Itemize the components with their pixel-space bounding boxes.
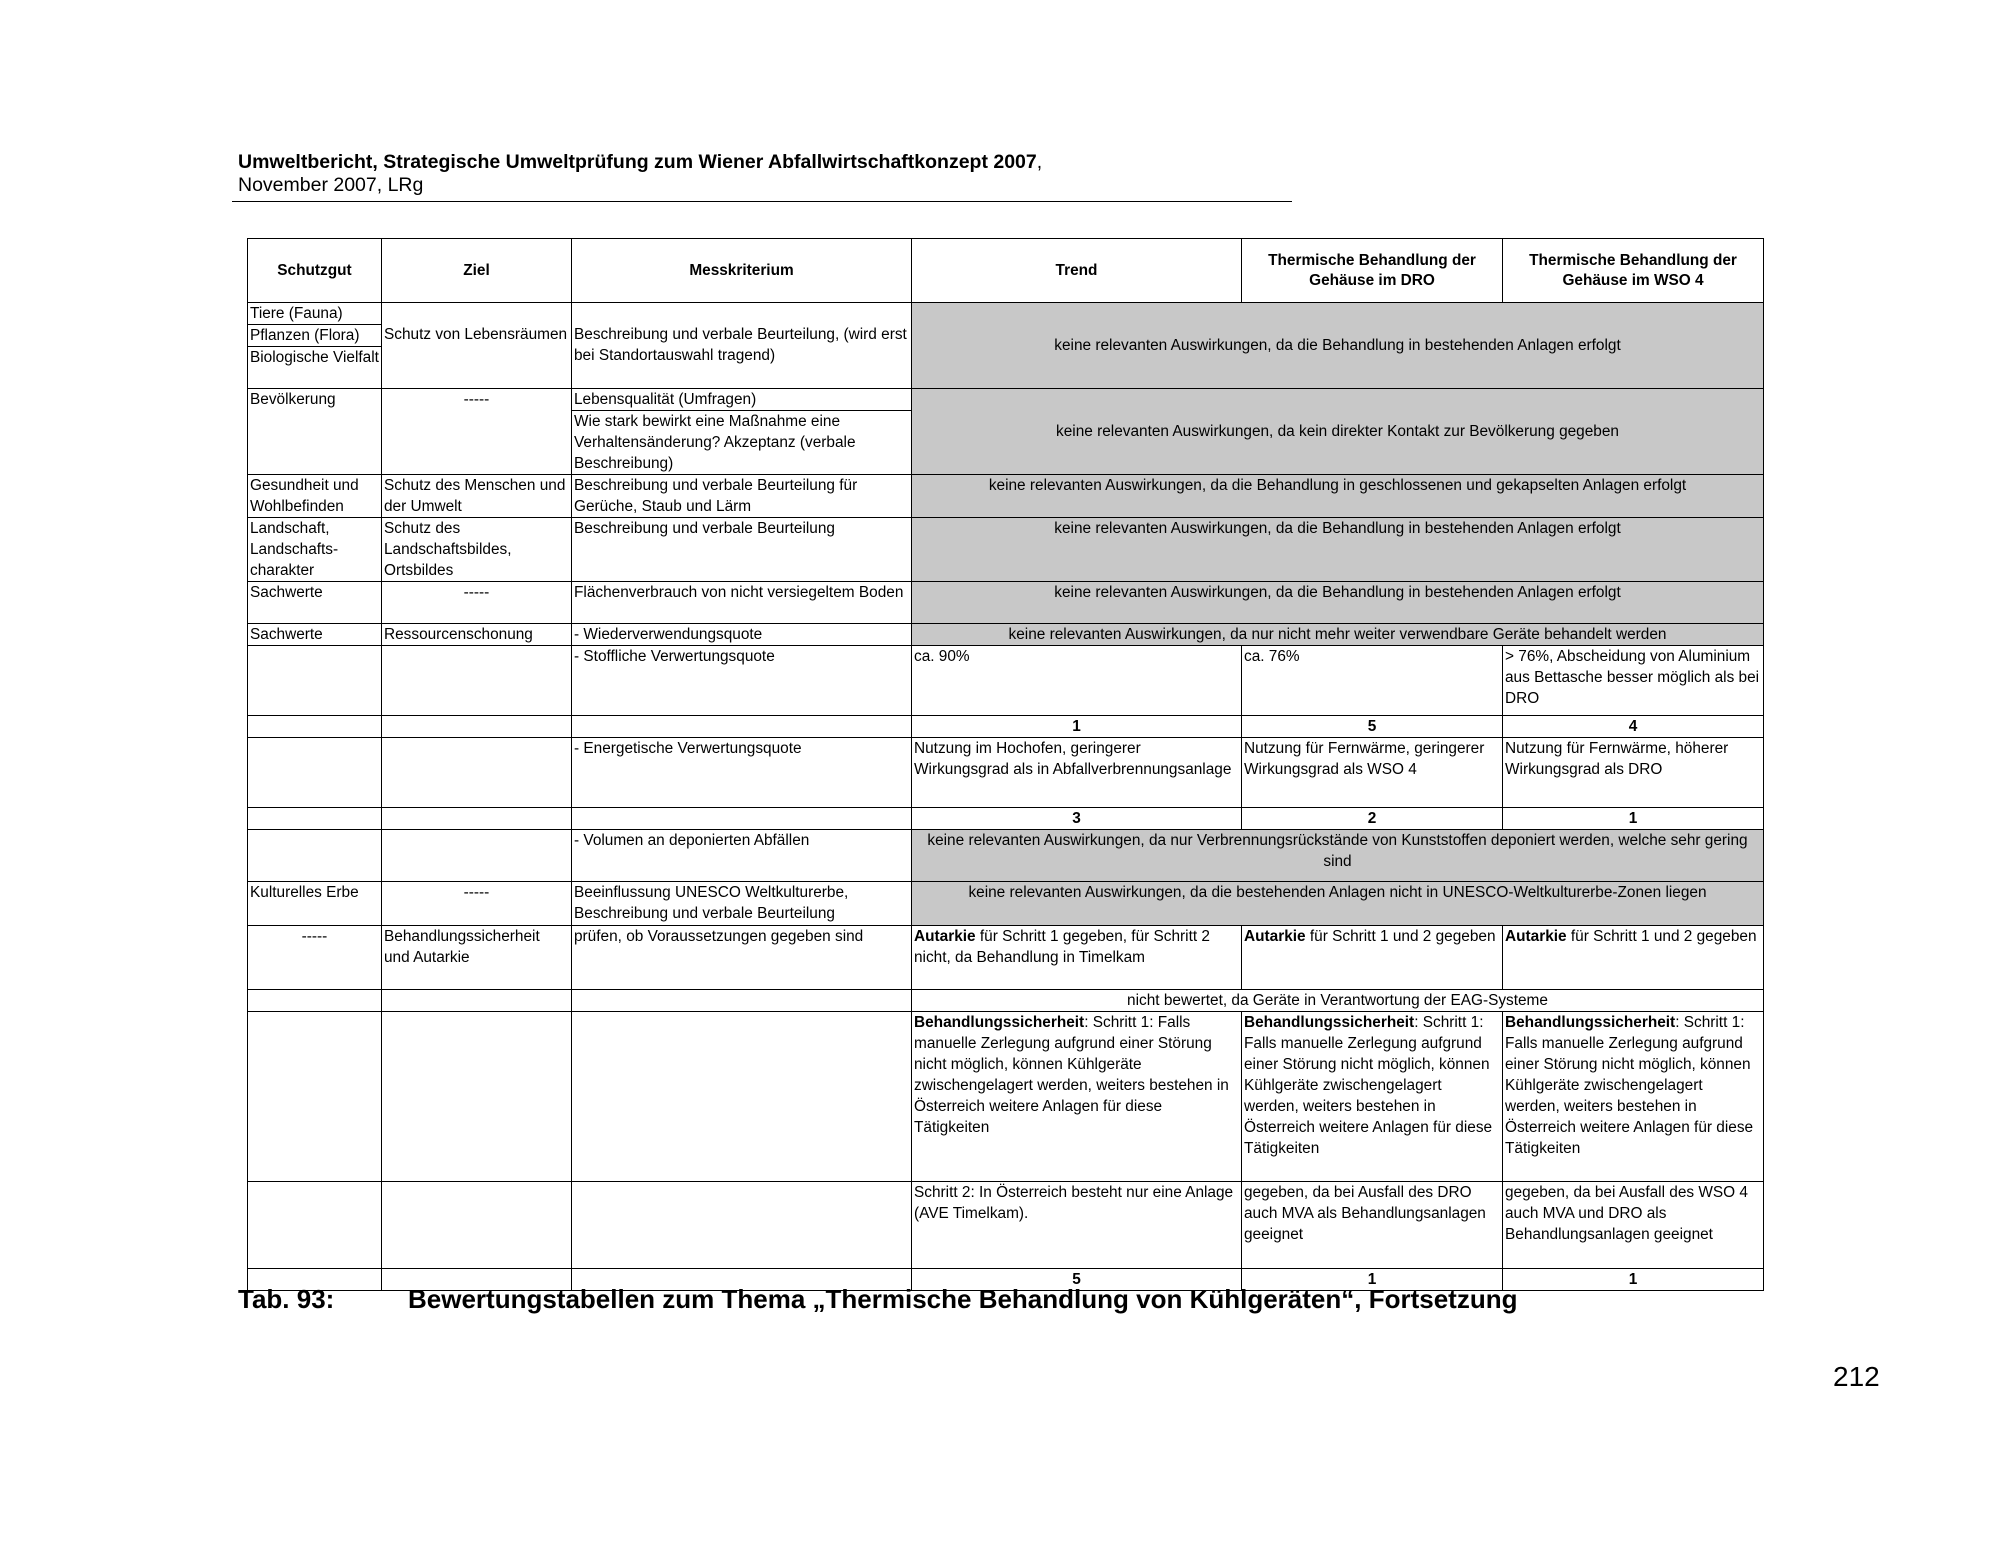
- merged-note-cell: nicht bewertet, da Geräte in Verantwortung der EAG-Systeme: [912, 990, 1764, 1012]
- trend-cell: Behandlungssicherheit: Schritt 1: Falls manuelle Zerlegung aufgrund einer Störung nicht möglich, können Kühlgeräte zwischengelagert werden, weiters bestehen in Österreich weitere Anlagen für diese Tätigkeiten: [912, 1012, 1242, 1182]
- table-row: [248, 1182, 1764, 1269]
- trend-cell: ca. 90%: [912, 646, 1242, 716]
- empty-cell: [572, 1012, 912, 1182]
- messkriterium-cell: Beschreibung und verbale Beurteilung: [572, 518, 912, 582]
- ziel-cell: -----: [382, 582, 572, 624]
- messkriterium-cell: Beschreibung und verbale Beurteilung, (wird erst bei Standortauswahl tragend): [572, 303, 912, 389]
- table-row: [248, 646, 1764, 716]
- ziel-cell: Behandlungssicherheit und Autarkie: [382, 926, 572, 990]
- column-header-messkriterium: Messkriterium: [572, 239, 912, 303]
- empty-cell: [382, 990, 572, 1012]
- messkriterium-cell: Beschreibung und verbale Beurteilung für Gerüche, Staub und Lärm: [572, 475, 912, 518]
- empty-cell: [382, 646, 572, 716]
- schutzgut-cell: Biologische Vielfalt: [248, 347, 382, 389]
- merged-result-cell: keine relevanten Auswirkungen, da die bestehenden Anlagen nicht in UNESCO-Weltkulturerbe-Zonen liegen: [912, 882, 1764, 926]
- page-number: 212: [1833, 1361, 1880, 1392]
- merged-result-cell: keine relevanten Auswirkungen, da nur Verbrennungsrückstände von Kunststoffen deponiert werden, welche sehr gering sind: [912, 830, 1764, 882]
- ziel-cell: -----: [382, 389, 572, 475]
- messkriterium-cell: Wie stark bewirkt eine Maßnahme eine Verhaltensänderung? Akzeptanz (verbale Beschreibung): [572, 411, 912, 475]
- table-row: [248, 303, 1764, 325]
- empty-cell: [572, 808, 912, 830]
- table-row: [248, 990, 1764, 1012]
- table-caption: [238, 1284, 1517, 1315]
- merged-result-cell: keine relevanten Auswirkungen, da die Behandlung in geschlossenen und gekapselten Anlagen erfolgt: [912, 475, 1764, 518]
- schutzgut-cell: Bevölkerung: [248, 389, 382, 475]
- empty-cell: [248, 1182, 382, 1269]
- ziel-cell: Schutz des Menschen und der Umwelt: [382, 475, 572, 518]
- caption-label: Tab. 93:: [238, 1284, 335, 1314]
- messkriterium-cell: - Volumen an deponierten Abfällen: [572, 830, 912, 882]
- merged-result-cell: keine relevanten Auswirkungen, da kein direkter Kontakt zur Bevölkerung gegeben: [912, 389, 1764, 475]
- schutzgut-cell: Kulturelles Erbe: [248, 882, 382, 926]
- wso-score: 4: [1503, 716, 1764, 738]
- table-row: [248, 475, 1764, 518]
- schutzgut-cell: Sachwerte: [248, 624, 382, 646]
- caption-text: Bewertungstabellen zum Thema „Thermische Behandlung von Kühlgeräten“, Fortsetzung: [408, 1284, 1518, 1314]
- trend-cell: Schritt 2: In Österreich besteht nur eine Anlage (AVE Timelkam).: [912, 1182, 1242, 1269]
- schutzgut-cell: Pflanzen (Flora): [248, 325, 382, 347]
- empty-cell: [382, 1012, 572, 1182]
- ziel-cell: -----: [382, 882, 572, 926]
- dro-score: 2: [1242, 808, 1503, 830]
- score-row: [248, 808, 1764, 830]
- table-header-row: [248, 239, 1764, 303]
- empty-cell: [572, 990, 912, 1012]
- messkriterium-cell: Beeinflussung UNESCO Weltkulturerbe, Beschreibung und verbale Beurteilung: [572, 882, 912, 926]
- dro-score: 1: [1242, 1269, 1503, 1291]
- empty-cell: [382, 830, 572, 882]
- wso-cell: Nutzung für Fernwärme, höherer Wirkungsgrad als DRO: [1503, 738, 1764, 808]
- dro-cell: gegeben, da bei Ausfall des DRO auch MVA als Behandlungsanlagen geeignet: [1242, 1182, 1503, 1269]
- score-row: [248, 716, 1764, 738]
- schutzgut-cell: Gesundheit und Wohlbefinden: [248, 475, 382, 518]
- header-title: Umweltbericht, Strategische Umweltprüfung zum Wiener Abfallwirtschaftkonzept 2007,: [238, 151, 1043, 173]
- table-row: [248, 926, 1764, 990]
- column-header-schutzgut: Schutzgut: [248, 239, 382, 303]
- dro-cell: Behandlungssicherheit: Schritt 1: Falls manuelle Zerlegung aufgrund einer Störung nicht möglich, können Kühlgeräte zwischengelagert werden, weiters bestehen in Österreich weitere Anlagen für diese Tätigkeiten: [1242, 1012, 1503, 1182]
- messkriterium-cell: Lebensqualität (Umfragen): [572, 389, 912, 411]
- empty-cell: [572, 1182, 912, 1269]
- schutzgut-cell: Sachwerte: [248, 582, 382, 624]
- empty-cell: [382, 1182, 572, 1269]
- table-row: [248, 582, 1764, 624]
- trend-score: 3: [912, 808, 1242, 830]
- dro-cell: Nutzung für Fernwärme, geringerer Wirkungsgrad als WSO 4: [1242, 738, 1503, 808]
- trend-score: 5: [912, 1269, 1242, 1291]
- trend-cell: Nutzung im Hochofen, geringerer Wirkungsgrad als in Abfallverbrennungsanlage: [912, 738, 1242, 808]
- wso-cell: Autarkie für Schritt 1 und 2 gegeben: [1503, 926, 1764, 990]
- merged-result-cell: keine relevanten Auswirkungen, da die Behandlung in bestehenden Anlagen erfolgt: [912, 582, 1764, 624]
- empty-cell: [248, 830, 382, 882]
- messkriterium-cell: Flächenverbrauch von nicht versiegeltem Boden: [572, 582, 912, 624]
- empty-cell: [248, 1012, 382, 1182]
- table-row: [248, 624, 1764, 646]
- assessment-table: [247, 238, 1764, 1291]
- merged-result-cell: keine relevanten Auswirkungen, da nur nicht mehr weiter verwendbare Geräte behandelt werden: [912, 624, 1764, 646]
- ziel-cell: Schutz von Lebensräumen: [382, 303, 572, 389]
- empty-cell: [248, 716, 382, 738]
- empty-cell: [248, 808, 382, 830]
- messkriterium-cell: prüfen, ob Voraussetzungen gegeben sind: [572, 926, 912, 990]
- wso-cell: gegeben, da bei Ausfall des WSO 4 auch MVA und DRO als Behandlungsanlagen geeignet: [1503, 1182, 1764, 1269]
- table-row: [248, 738, 1764, 808]
- header-subtitle: November 2007, LRg: [238, 174, 424, 196]
- schutzgut-cell: Tiere (Fauna): [248, 303, 382, 325]
- ziel-cell: Schutz des Landschaftsbildes, Ortsbildes: [382, 518, 572, 582]
- dro-cell: Autarkie für Schritt 1 und 2 gegeben: [1242, 926, 1503, 990]
- empty-cell: [248, 738, 382, 808]
- empty-cell: [382, 716, 572, 738]
- dro-score: 5: [1242, 716, 1503, 738]
- wso-cell: > 76%, Abscheidung von Aluminium aus Bettasche besser möglich als bei DRO: [1503, 646, 1764, 716]
- table-row: [248, 1012, 1764, 1182]
- wso-score: 1: [1503, 808, 1764, 830]
- messkriterium-cell: - Wiederverwendungsquote: [572, 624, 912, 646]
- messkriterium-cell: - Stoffliche Verwertungsquote: [572, 646, 912, 716]
- merged-result-cell: keine relevanten Auswirkungen, da die Behandlung in bestehenden Anlagen erfolgt: [912, 518, 1764, 582]
- empty-cell: [382, 808, 572, 830]
- column-header-dro: Thermische Behandlung der Gehäuse im DRO: [1242, 239, 1503, 303]
- table-row: [248, 830, 1764, 882]
- document-header: [238, 150, 1288, 196]
- empty-cell: [382, 738, 572, 808]
- schutzgut-cell: -----: [248, 926, 382, 990]
- table-row: [248, 389, 1764, 411]
- wso-score: 1: [1503, 1269, 1764, 1291]
- empty-cell: [248, 990, 382, 1012]
- table-row: [248, 518, 1764, 582]
- header-rule: [232, 201, 1292, 202]
- schutzgut-cell: Landschaft, Landschafts-charakter: [248, 518, 382, 582]
- dro-cell: ca. 76%: [1242, 646, 1503, 716]
- merged-result-cell: keine relevanten Auswirkungen, da die Behandlung in bestehenden Anlagen erfolgt: [912, 303, 1764, 389]
- table-row: [248, 882, 1764, 926]
- empty-cell: [572, 716, 912, 738]
- wso-cell: Behandlungssicherheit: Schritt 1: Falls manuelle Zerlegung aufgrund einer Störung nicht möglich, können Kühlgeräte zwischengelagert werden, weiters bestehen in Österreich weitere Anlagen für diese Tätigkeiten: [1503, 1012, 1764, 1182]
- empty-cell: [248, 646, 382, 716]
- column-header-trend: Trend: [912, 239, 1242, 303]
- trend-score: 1: [912, 716, 1242, 738]
- column-header-wso: Thermische Behandlung der Gehäuse im WSO 4: [1503, 239, 1764, 303]
- trend-cell: Autarkie für Schritt 1 gegeben, für Schritt 2 nicht, da Behandlung in Timelkam: [912, 926, 1242, 990]
- messkriterium-cell: - Energetische Verwertungsquote: [572, 738, 912, 808]
- column-header-ziel: Ziel: [382, 239, 572, 303]
- ziel-cell: Ressourcenschonung: [382, 624, 572, 646]
